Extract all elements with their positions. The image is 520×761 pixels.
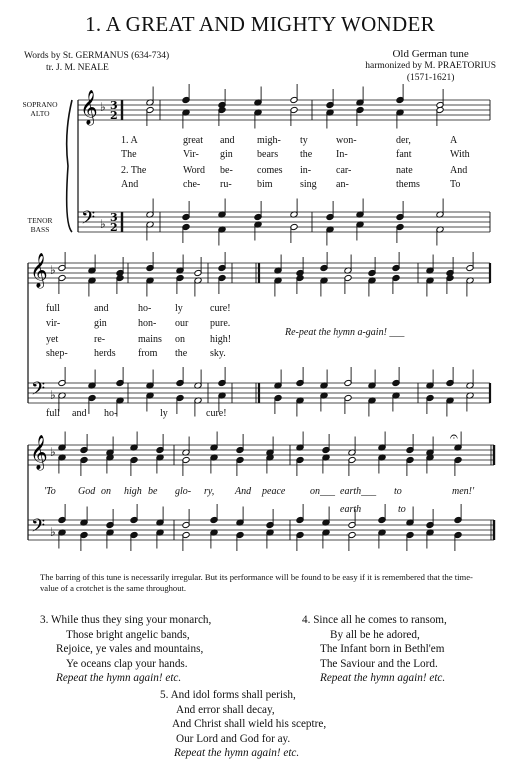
verse-line: 4. Since all he comes to ransom, (302, 614, 447, 626)
verse2-lyric: And (121, 179, 139, 190)
verse1-lyric: cure! (210, 303, 231, 314)
verse2-lyric: re- (94, 334, 106, 345)
verse-line: 3. While thus they sing your monarch, (40, 614, 212, 626)
verse1-lyric: gin (94, 318, 107, 329)
verse2-lyric: ru- (220, 179, 232, 190)
verse2-lyric: shep- (46, 348, 68, 359)
treble-lyric: on___ (310, 486, 335, 497)
bass-lyric: cure! (206, 408, 227, 419)
bass-lyric: to (398, 504, 406, 515)
verse2-lyric: on (175, 334, 185, 345)
flat-icon: ♭ (50, 525, 56, 539)
bass-label: BASS (30, 225, 50, 234)
harmonizer-dates: (1571-1621) (406, 73, 455, 83)
verse2-lyric: herds (94, 348, 116, 359)
verse1-lyric: Vir- (183, 149, 199, 160)
verse1-lyric: and (220, 135, 235, 146)
verse2-lyric: And (450, 165, 468, 176)
verse2-lyric: be- (220, 165, 233, 176)
time-signature: 3 (110, 99, 118, 112)
treble-lyric: And (235, 486, 252, 497)
fermata-icon: 𝄐 (450, 429, 458, 445)
verse-line: Ye oceans clap your hands. (66, 657, 188, 670)
tenor-label: TENOR (27, 216, 53, 225)
verse2-lyric: from (138, 348, 158, 359)
bass-lyric: full (46, 408, 60, 419)
verse-line: And Christ shall wield his sceptre, (172, 718, 327, 730)
time-signature: 2 (110, 221, 118, 234)
verse1-lyric: der, (396, 135, 411, 146)
flat-icon: ♭ (50, 263, 56, 277)
verse-repeat: Repeat the hymn again! etc. (56, 672, 182, 684)
verse2-lyric: mains (138, 334, 162, 345)
harmonizer: harmonized by M. PRAETORIUS (365, 61, 496, 71)
verse1-lyric: ty (300, 135, 308, 146)
bass-clef-icon: 𝄢 (31, 516, 46, 541)
verse-line: The Saviour and the Lord. (320, 657, 438, 670)
verse2-lyric: yet (46, 334, 59, 345)
verse2-lyric: sing (300, 179, 317, 190)
verse2-lyric: 2. The (121, 165, 147, 176)
verse-line: Those bright angelic bands, (66, 628, 190, 641)
treble-clef-icon: 𝄞 (80, 90, 98, 125)
treble-lyric: peace (262, 486, 286, 497)
verse1-lyric: our (175, 318, 189, 329)
barring-note: The barring of this tune is necessarily irregular. But its performance will be found to be easy if it is remembered that the time-value of a crotchet is the same throughout. (40, 572, 473, 593)
verse2-lyric: To (450, 179, 461, 190)
treble-lyric: ry, (204, 486, 215, 497)
bass-clef-icon: 𝄢 (31, 379, 46, 404)
verse1-lyric: migh- (257, 135, 281, 146)
verse-line: 5. And idol forms shall perish, (160, 689, 296, 701)
verse2-lyric: in- (300, 165, 312, 176)
verse1-lyric: ho- (138, 303, 152, 314)
verse-line: Our Lord and God for ay. (176, 732, 291, 745)
treble-lyric: be (148, 486, 158, 497)
verse1-lyric: vir- (46, 318, 61, 329)
bass-lyric: and (72, 408, 87, 419)
bass-clef-icon: 𝄢 (81, 208, 96, 233)
verse2-lyric: high! (210, 334, 232, 345)
treble-clef-icon: 𝄞 (30, 253, 48, 288)
verse2-lyric: che- (183, 179, 201, 190)
verse2-lyric: nate (396, 165, 413, 176)
verse1-lyric: In- (336, 149, 348, 160)
treble-lyric: on (101, 486, 111, 497)
verse1-lyric: With (450, 149, 470, 160)
treble-lyric: 'To (44, 486, 56, 497)
verse-repeat: Repeat the hymn again! etc. (320, 672, 446, 684)
verse1-lyric: The (121, 149, 137, 160)
treble-lyric: glo- (175, 486, 192, 497)
verse2-lyric: car- (336, 165, 352, 176)
treble-lyric: earth___ (340, 486, 377, 497)
flat-icon: ♭ (50, 445, 56, 459)
verse2-lyric: sky. (210, 348, 226, 359)
staff-brace (67, 100, 72, 232)
verse2-lyric: comes (257, 165, 283, 176)
verse1-lyric: bears (257, 149, 279, 160)
verse1-lyric: pure. (210, 318, 231, 329)
bass-lyric: ly (160, 408, 168, 419)
verse1-lyric: great (183, 135, 203, 146)
verse2-lyric: bim (257, 179, 273, 190)
verse2-lyric: the (175, 348, 188, 359)
verse1-lyric: and (94, 303, 109, 314)
treble-lyric: high (124, 486, 142, 497)
verse-line: Rejoice, ye vales and mountains, (56, 643, 204, 655)
verse1-lyric: gin (220, 149, 233, 160)
verse-5 (160, 688, 326, 761)
verse1-lyric: 1. A (121, 135, 138, 146)
repeat-lyric: Re-peat the hymn a-gain! ___ (285, 327, 405, 338)
soprano-label: SOPRANO (22, 100, 58, 109)
bass-lyric: earth (340, 504, 362, 515)
verse1-lyric: won- (336, 135, 357, 146)
verse-line: The Infant born in Bethl'em (320, 643, 445, 655)
treble-lyric: men!' (452, 486, 475, 497)
flat-icon: ♭ (50, 388, 56, 402)
verse-3 (40, 613, 211, 686)
verse1-lyric: full (46, 303, 60, 314)
verse1-lyric: hon- (138, 318, 157, 329)
verse2-lyric: thems (396, 179, 420, 190)
verse1-lyric: A (450, 135, 458, 146)
verse-4 (302, 613, 447, 686)
verse-line: By all be he adored, (330, 628, 420, 641)
treble-lyric: God (78, 486, 96, 497)
verse1-lyric: fant (396, 149, 412, 160)
verse-repeat: Repeat the hymn again! etc. (174, 747, 300, 759)
treble-clef-icon: 𝄞 (30, 435, 48, 470)
tune-name: Old German tune (392, 48, 469, 60)
treble-lyric: to (394, 486, 402, 497)
time-signature: 2 (110, 109, 118, 122)
translator: tr. J. M. NEALE (46, 63, 109, 73)
bass-lyric: ho- (104, 408, 118, 419)
verse2-lyric: an- (336, 179, 349, 190)
time-signature: 3 (110, 211, 118, 224)
verse1-lyric: ly (175, 303, 183, 314)
alto-label: ALTO (30, 109, 50, 118)
flat-icon: ♭ (100, 100, 106, 114)
flat-icon: ♭ (100, 217, 106, 231)
verse-line: And error shall decay, (176, 703, 275, 716)
verse1-lyric: the (300, 149, 313, 160)
verse2-lyric: Word (183, 165, 205, 176)
words-author: Words by St. GERMANUS (634-734) (24, 51, 170, 61)
hymn-title: 1. A GREAT AND MIGHTY WONDER (85, 12, 435, 36)
